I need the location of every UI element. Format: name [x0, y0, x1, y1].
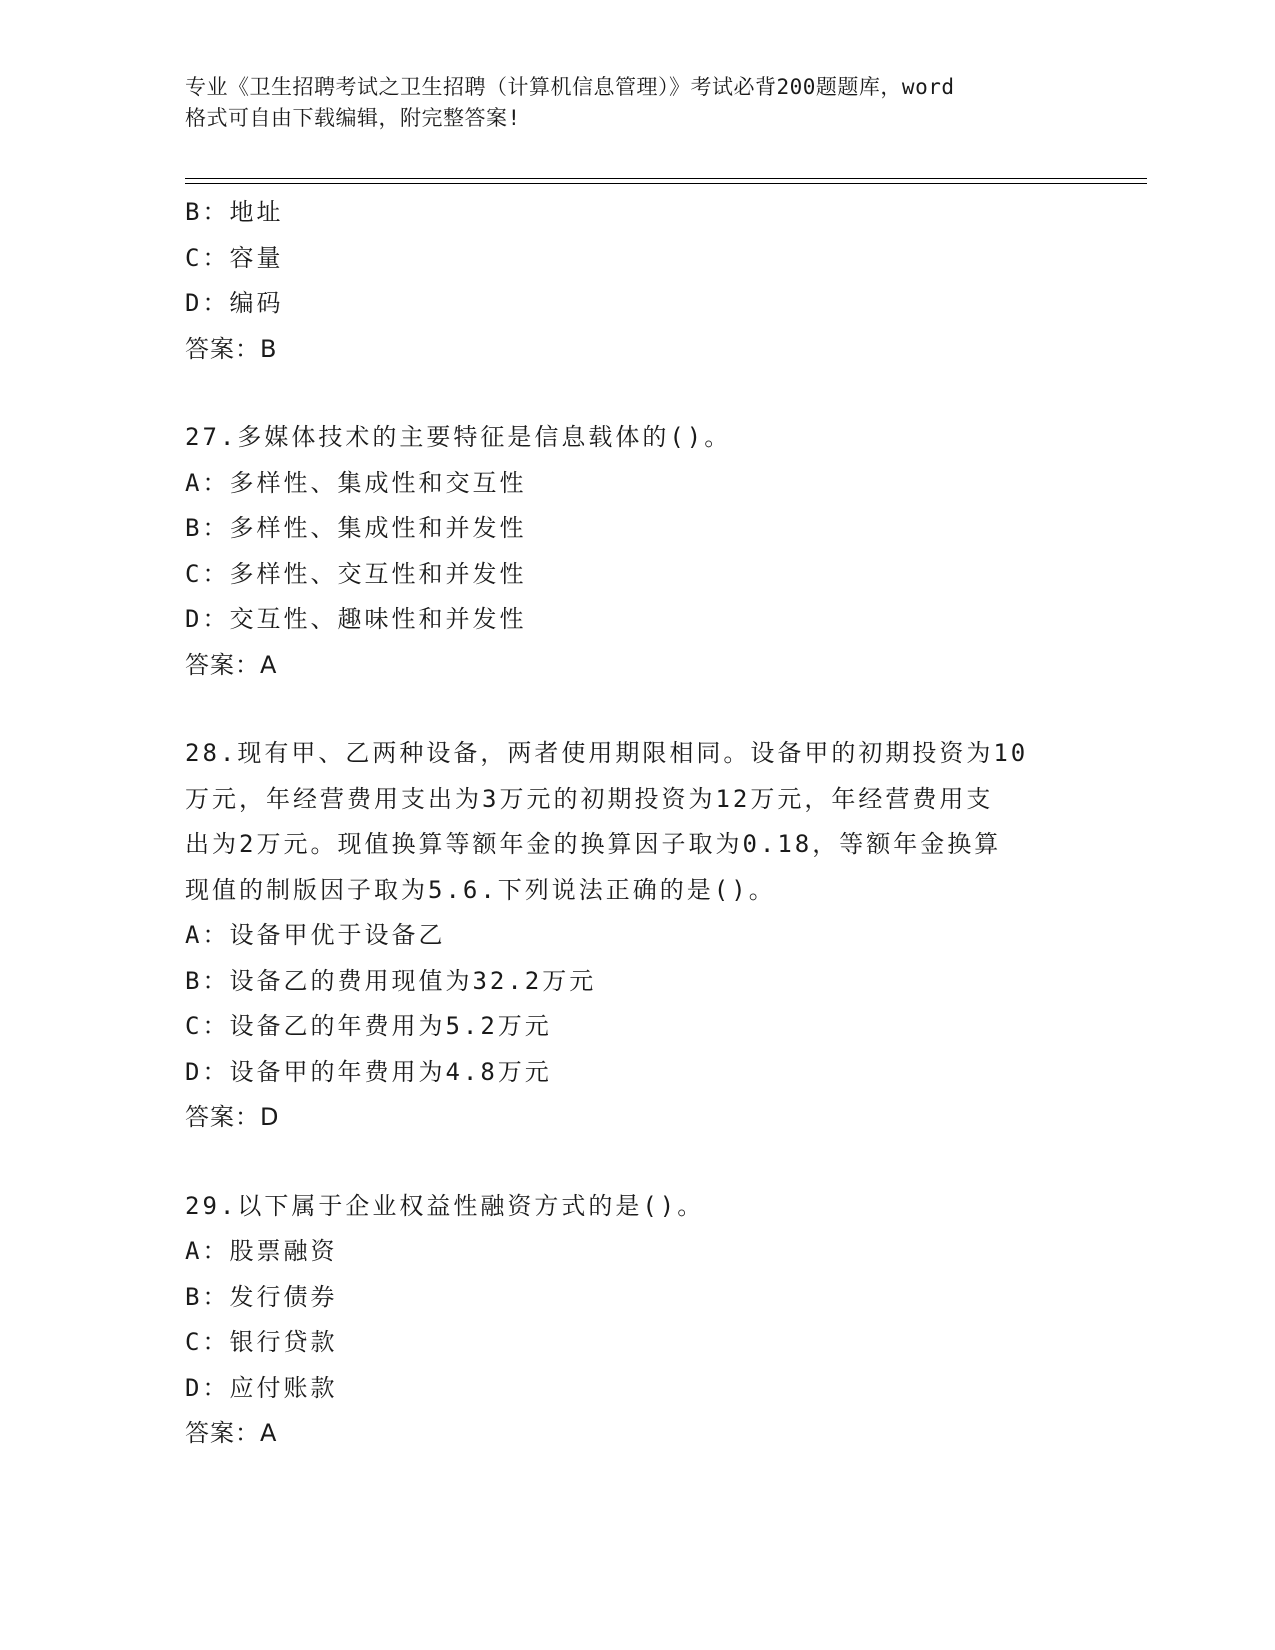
- question-text-line-2: 万元，年经营费用支出为3万元的初期投资为12万元，年经营费用支: [185, 784, 994, 813]
- question-content: [185, 190, 1105, 1457]
- option-c: C：银行贷款: [185, 1328, 338, 1356]
- question-text: 27.多媒体技术的主要特征是信息载体的()。: [185, 423, 732, 451]
- option-a: A：设备甲优于设备乙: [185, 921, 446, 949]
- option-a: A：多样性、集成性和交互性: [185, 468, 527, 497]
- option-d: D：编码: [185, 289, 284, 317]
- answer: 答案：B: [185, 334, 278, 363]
- header-rule-top: [185, 178, 1147, 179]
- question-28: [185, 731, 1105, 1141]
- option-a: A：股票融资: [185, 1237, 338, 1265]
- option-d: D：应付账款: [185, 1373, 338, 1402]
- header-line-1: 专业《卫生招聘考试之卫生招聘（计算机信息管理）》考试必背200题题库，word: [185, 75, 955, 99]
- answer: 答案：A: [185, 1419, 278, 1447]
- option-b: B：多样性、集成性和并发性: [185, 514, 527, 542]
- question-text-line-3: 出为2万元。现值换算等额年金的换算因子取为0.18，等额年金换算: [185, 830, 1002, 858]
- option-c: C：多样性、交互性和并发性: [185, 559, 527, 588]
- question-text: 29.以下属于企业权益性融资方式的是()。: [185, 1191, 705, 1220]
- option-c: C：设备乙的年费用为5.2万元: [185, 1012, 552, 1040]
- prev-question: [185, 190, 1105, 372]
- answer: 答案：D: [185, 1103, 280, 1131]
- option-d: D：设备甲的年费用为4.8万元: [185, 1057, 552, 1086]
- option-d: D：交互性、趣味性和并发性: [185, 605, 527, 633]
- document-header: [185, 72, 1105, 134]
- option-b: B：地址: [185, 198, 284, 226]
- header-rule-bottom: [185, 183, 1147, 184]
- option-b: B：设备乙的费用现值为32.2万元: [185, 966, 597, 995]
- option-c: C：容量: [185, 243, 284, 272]
- question-27: [185, 415, 1105, 688]
- answer: 答案：A: [185, 650, 278, 679]
- option-b: B：发行债券: [185, 1282, 338, 1311]
- question-29: [185, 1184, 1105, 1457]
- question-text-line-1: 28.现有甲、乙两种设备，两者使用期限相同。设备甲的初期投资为10: [185, 739, 1029, 767]
- question-text-line-4: 现值的制版因子取为5.6.下列说法正确的是()。: [185, 875, 776, 904]
- header-line-2: 格式可自由下载编辑，附完整答案!: [185, 106, 521, 130]
